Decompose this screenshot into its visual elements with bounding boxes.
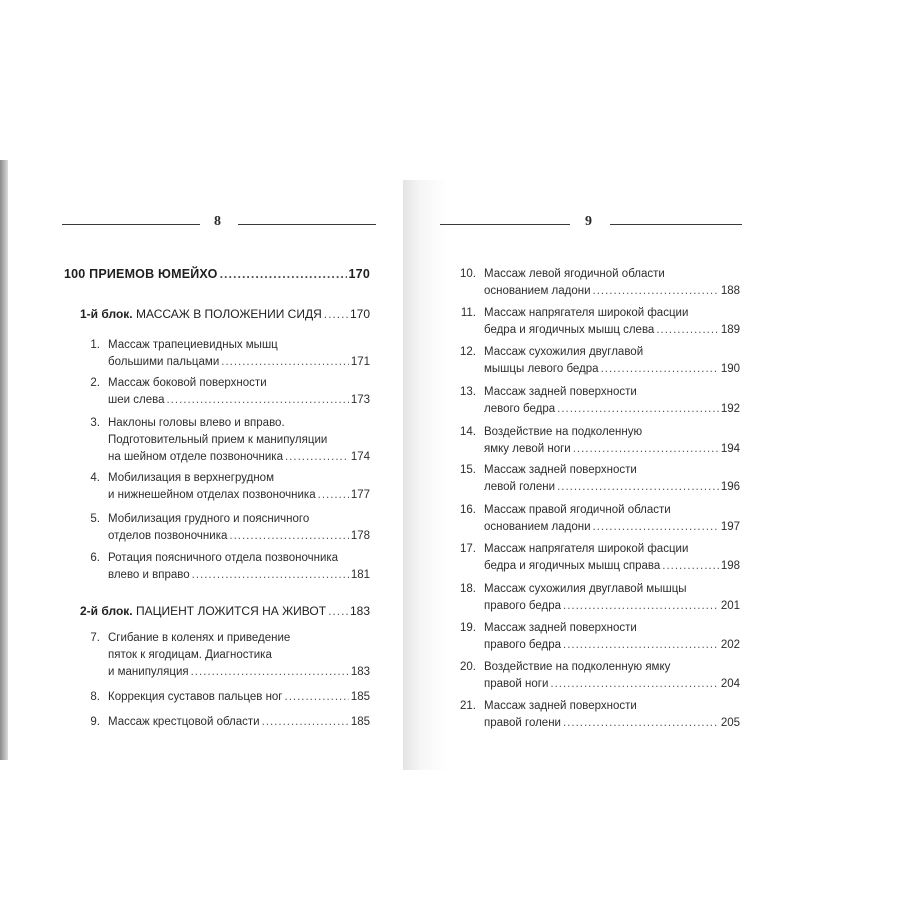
leader-dots <box>550 676 718 693</box>
toc-entry-text: бедра и ягодичных мышц слева <box>484 324 655 336</box>
toc-entry-text: Массаж задней поверхности <box>484 700 637 712</box>
toc-entry-text: отделов позвоночника <box>108 530 228 542</box>
toc-entry-text: Массаж сухожилия двуглавой мышцы <box>484 583 687 595</box>
toc-entry-page: 205 <box>720 717 740 729</box>
toc-entry-text: Воздействие на подколенную ямку <box>484 661 671 673</box>
toc-entry-number: 14. <box>460 426 476 438</box>
toc-entry <box>454 659 740 693</box>
toc-entry-text: Массаж напрягателя широкой фасции <box>484 307 689 319</box>
toc-entry <box>454 620 740 654</box>
toc-entry-number: 7. <box>90 632 100 644</box>
toc-entry-text: ямку левой ноги <box>484 443 571 455</box>
toc-block-1: 1-й блок. МАССАЖ В ПОЛОЖЕНИИ СИДЯ ..... 170 <box>80 306 370 323</box>
toc-entry-text: правого бедра <box>484 639 562 651</box>
leader-dots <box>285 689 349 706</box>
leader-dots <box>601 361 719 378</box>
header-rule-right-b <box>610 224 742 225</box>
toc-entry-text: левой голени <box>484 481 556 493</box>
toc-entry-page: 202 <box>720 639 740 651</box>
toc-entry-page: 181 <box>350 569 370 581</box>
toc-entry <box>454 462 740 496</box>
toc-entry-text: Массаж задней поверхности <box>484 622 637 634</box>
toc-entry-number: 6. <box>90 552 100 564</box>
toc-entry-page: 177 <box>350 489 370 501</box>
book-edge <box>0 160 8 760</box>
toc-entry <box>78 550 370 584</box>
leader-dots <box>192 567 349 584</box>
leader-dots <box>573 441 719 458</box>
toc-entry-text: правой ноги <box>484 678 549 690</box>
toc-entry-page: 204 <box>720 678 740 690</box>
toc-entry-number: 5. <box>90 513 100 525</box>
leader-dots <box>593 519 719 536</box>
toc-entry-page: 190 <box>720 363 740 375</box>
toc-entry-number: 1. <box>90 339 100 351</box>
toc-entry-number: 4. <box>90 472 100 484</box>
toc-entry <box>454 305 740 339</box>
leader-dots <box>318 487 349 504</box>
toc-entry-page: 198 <box>720 560 740 572</box>
toc-entry <box>454 581 740 615</box>
toc-entry-text: Коррекция суставов пальцев ног <box>108 691 283 703</box>
toc-entry-text: основанием ладони <box>484 521 591 533</box>
toc-entry-number: 21. <box>460 700 476 712</box>
toc-entry-text: Сгибание в коленях и приведение <box>108 632 291 644</box>
toc-entry-text: Массаж правой ягодичной области <box>484 504 671 516</box>
toc-block-2: 2-й блок. ПАЦИЕНТ ЛОЖИТСЯ НА ЖИВОТ ..... 183 <box>80 603 370 620</box>
toc-entry-number: 15. <box>460 464 476 476</box>
toc-entry-text: бедра и ягодичных мышц справа <box>484 560 661 572</box>
toc-entry-number: 17. <box>460 543 476 555</box>
toc-entry-number: 9. <box>90 716 100 728</box>
toc-entry-page: 174 <box>350 451 370 463</box>
toc-entry-text: пяток к ягодицам. Диагностика <box>108 649 272 661</box>
header-rule-left-a <box>62 224 200 225</box>
toc-entry-page: 197 <box>720 521 740 533</box>
page-number-right: 9 <box>585 214 592 229</box>
toc-entry-page: 173 <box>350 394 370 406</box>
toc-entry-text: Воздействие на подколенную <box>484 426 643 438</box>
toc-entry <box>454 344 740 378</box>
leader-dots <box>662 558 719 575</box>
leader-dots <box>563 637 719 654</box>
toc-entry-text: Мобилизация в верхнегрудном <box>108 472 274 484</box>
toc-entry-page: 194 <box>720 443 740 455</box>
toc-entry-text: Массаж боковой поверхности <box>108 377 267 389</box>
toc-entry-page: 185 <box>350 716 370 728</box>
leader-dots <box>656 322 718 339</box>
toc-entry <box>78 689 370 706</box>
toc-entry <box>454 384 740 418</box>
toc-entry-page: 178 <box>350 530 370 542</box>
toc-entry <box>78 511 370 545</box>
toc-entry-text: шеи слева <box>108 394 165 406</box>
toc-entry-text: Массаж напрягателя широкой фасции <box>484 543 689 555</box>
leader-dots <box>563 715 719 732</box>
toc-entry-page: 201 <box>720 600 740 612</box>
toc-entry <box>454 266 740 300</box>
toc-entry <box>454 698 740 732</box>
toc-entry-text: на шейном отделе позвоночника <box>108 451 283 463</box>
toc-entry-text: Ротация поясничного отдела позвоночника <box>108 552 339 564</box>
toc-entry-number: 19. <box>460 622 476 634</box>
toc-entry-number: 16. <box>460 504 476 516</box>
leader-dots <box>557 479 719 496</box>
toc-entry-text: Массаж задней поверхности <box>484 386 637 398</box>
toc-entry-text: правого бедра <box>484 600 562 612</box>
toc-entry <box>78 714 370 731</box>
toc-entry-text: правой голени <box>484 717 561 729</box>
toc-entry-number: 18. <box>460 583 476 595</box>
toc-entry-page: 192 <box>720 403 740 415</box>
toc-entry <box>78 630 370 681</box>
leader-dots <box>262 714 349 731</box>
toc-entry-text: мышцы левого бедра <box>484 363 599 375</box>
toc-entry-text: и манипуляция <box>108 666 189 678</box>
toc-entry-number: 8. <box>90 691 100 703</box>
toc-entry-text: основанием ладони <box>484 285 591 297</box>
toc-entry-text: Массаж трапециевидных мышц <box>108 339 278 351</box>
leader-dots <box>563 598 719 615</box>
toc-entry-text: Массаж крестцовой области <box>108 716 260 728</box>
toc-entry-number: 3. <box>90 417 100 429</box>
toc-entry-page: 185 <box>350 691 370 703</box>
toc-entry-number: 12. <box>460 346 476 358</box>
toc-entry-text: Наклоны головы влево и вправо. <box>108 417 285 429</box>
toc-title: 100 ПРИЕМОВ ЮМЕЙХО ..... 170 <box>64 266 370 283</box>
toc-entry-text: большими пальцами <box>108 356 220 368</box>
toc-entry-text: левого бедра <box>484 403 556 415</box>
leader-dots <box>191 664 349 681</box>
toc-entry-text: Подготовительный прием к манипуляции <box>108 434 328 446</box>
toc-entry <box>454 502 740 536</box>
toc-entry-text: и нижнешейном отделах позвоночника <box>108 489 316 501</box>
leader-dots <box>557 401 719 418</box>
header-rule-right-a <box>440 224 570 225</box>
toc-entry-number: 20. <box>460 661 476 673</box>
toc-entry-page: 189 <box>720 324 740 336</box>
toc-entry-text: Мобилизация грудного и поясничного <box>108 513 310 525</box>
page-number-left: 8 <box>214 214 221 229</box>
toc-entry-page: 171 <box>350 356 370 368</box>
toc-entry-number: 11. <box>460 307 476 319</box>
leader-dots <box>221 354 349 371</box>
toc-entry <box>78 415 370 466</box>
header-rule-left-b <box>238 224 376 225</box>
toc-entry-text: Массаж сухожилия двуглавой <box>484 346 644 358</box>
leader-dots <box>285 449 349 466</box>
toc-entry <box>78 375 370 409</box>
toc-entry-page: 196 <box>720 481 740 493</box>
toc-entry-text: влево и вправо <box>108 569 190 581</box>
toc-entry <box>78 337 370 371</box>
toc-entry-text: Массаж задней поверхности <box>484 464 637 476</box>
toc-entry-number: 2. <box>90 377 100 389</box>
toc-entry <box>454 541 740 575</box>
toc-entry-page: 188 <box>720 285 740 297</box>
leader-dots <box>593 283 719 300</box>
leader-dots <box>229 528 348 545</box>
leader-dots <box>166 392 348 409</box>
toc-entry-number: 10. <box>460 268 476 280</box>
toc-entry <box>78 470 370 504</box>
toc-entry <box>454 424 740 458</box>
toc-entry-page: 183 <box>350 666 370 678</box>
toc-entry-text: Массаж левой ягодичной области <box>484 268 665 280</box>
toc-entry-number: 13. <box>460 386 476 398</box>
